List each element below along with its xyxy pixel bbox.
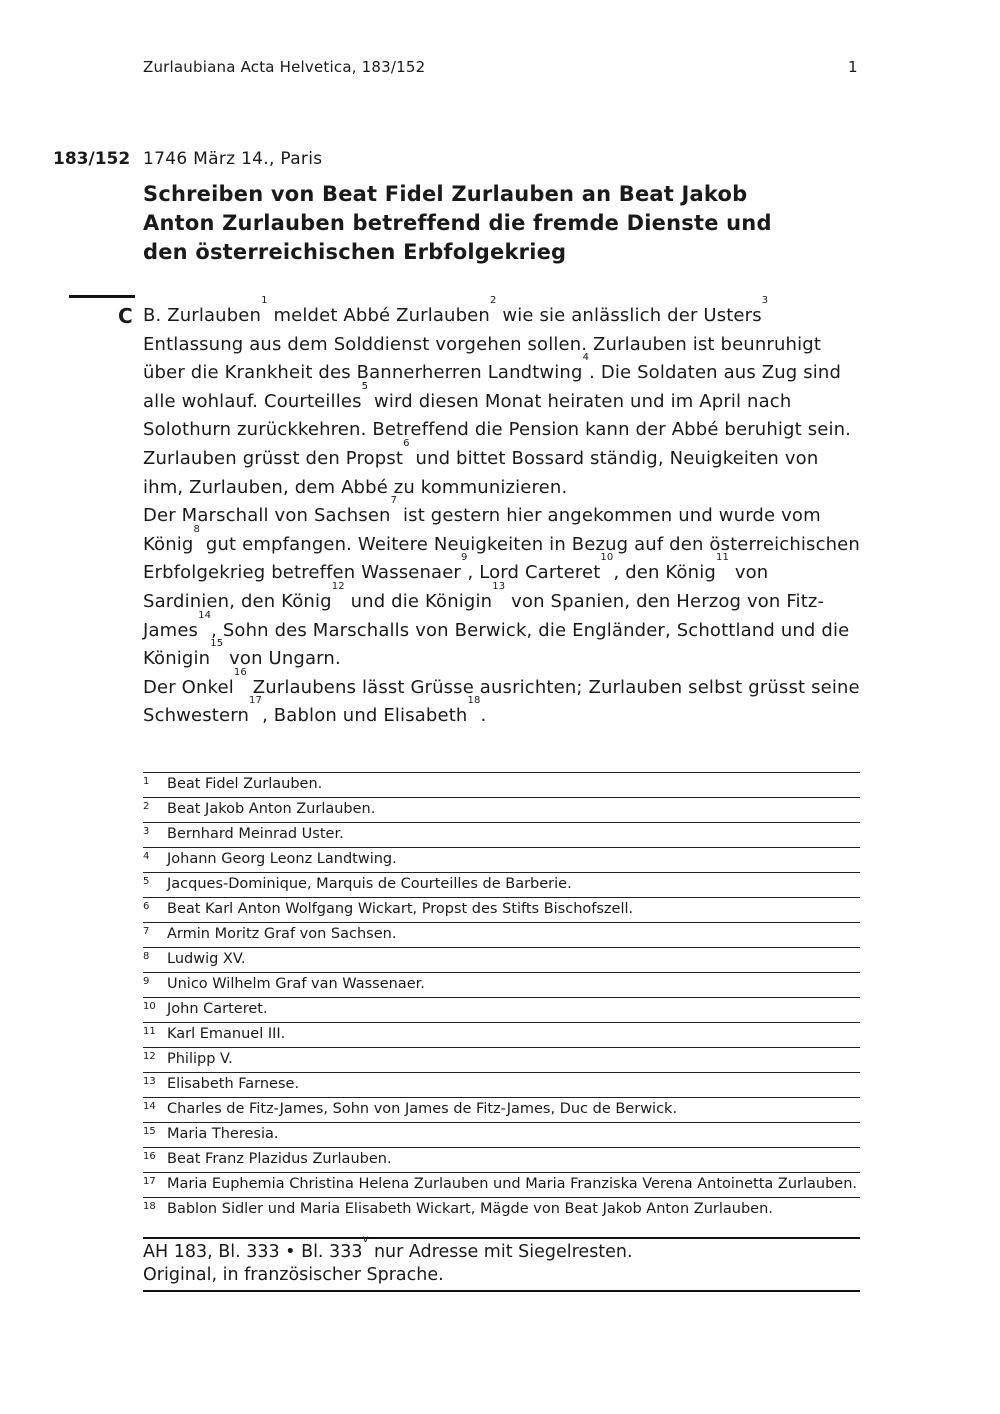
summary-text-segment: meldet Abbé Zurlauben: [267, 305, 490, 326]
footnote-text: Karl Emanuel III.: [167, 1026, 286, 1042]
footnote-list: [143, 772, 860, 1222]
summary-paragraph-1: [143, 295, 863, 502]
document-date-place: 1746 März 14., Paris: [143, 149, 323, 169]
footnote-number: 13: [143, 1076, 156, 1087]
summary-paragraph-2: [143, 495, 863, 674]
source-line-2: Original, in französischer Sprache.: [143, 1265, 444, 1285]
footnote-number: 8: [143, 951, 150, 962]
footnote: [143, 1122, 860, 1147]
summary-text-segment: , Bablon und Elisabeth: [262, 705, 468, 727]
footnote-reference[interactable]: 12: [331, 580, 345, 592]
footnote: [143, 922, 860, 947]
footnote-number: 10: [143, 1001, 156, 1012]
footnote-reference[interactable]: 18: [467, 695, 481, 707]
footnote-reference[interactable]: 14: [198, 609, 212, 621]
footnote-reference[interactable]: 11: [715, 552, 729, 564]
footnote: [143, 822, 860, 847]
document-number: 183/152: [53, 149, 131, 169]
footnote-text: Jacques-Dominique, Marquis de Courteilles de Barberie.: [167, 876, 572, 892]
summary-text-segment: von Spanien, den Herzog von Fitz-James: [143, 590, 825, 641]
summary-text-segment: , Sohn des Marschalls von Berwick, die Engländer, Schottland und die Königin: [143, 619, 850, 670]
footnote: [143, 897, 860, 922]
footnote-number: 2: [143, 801, 150, 812]
footnote-reference[interactable]: 8: [193, 523, 201, 535]
footnote-text: Philipp V.: [167, 1051, 233, 1067]
footnote-number: 9: [143, 976, 150, 987]
footnote: [143, 1047, 860, 1072]
footnote-reference[interactable]: 4: [582, 352, 590, 364]
summary-text-segment: , den König: [613, 562, 716, 584]
footnote-reference[interactable]: 3: [761, 295, 769, 306]
footnote-number: 7: [143, 926, 150, 937]
summary-text-segment: wird diesen Monat heiraten und im April nach Solothurn zurückkehren. Betreffend die Pension kann der Abbé beruhigt sein. Zurlauben grüsst den Propst: [143, 390, 852, 469]
footnote-reference[interactable]: 5: [361, 380, 369, 392]
running-header-title: Zurlaubiana Acta Helvetica, 183/152: [143, 58, 426, 76]
footnote: [143, 1147, 860, 1172]
summary-text-segment: .: [480, 705, 487, 727]
summary-text: [143, 295, 863, 731]
summary-marker: C: [118, 304, 133, 328]
footnote: [143, 1197, 860, 1222]
footnote-text: Charles de Fitz-James, Sohn von James de Fitz-James, Duc de Berwick.: [167, 1101, 678, 1117]
footnote: [143, 1097, 860, 1122]
footnote-number: 16: [143, 1151, 156, 1162]
summary-paragraph-3: [143, 666, 863, 731]
footnote: [143, 797, 860, 822]
footnote-number: 15: [143, 1126, 156, 1137]
footnote-reference[interactable]: 10: [600, 552, 614, 564]
source-reference-note: nur Adresse mit Siegelresten.: [368, 1242, 633, 1262]
footnote-reference[interactable]: 15: [210, 638, 224, 650]
footnote-reference[interactable]: 9: [460, 552, 468, 564]
footnote-number: 5: [143, 876, 150, 887]
summary-text-segment: , Lord Carteret: [467, 562, 601, 584]
footnote-number: 4: [143, 851, 150, 862]
footnote-reference[interactable]: 1: [261, 295, 268, 306]
footnote-text: Bablon Sidler und Maria Elisabeth Wickart, Mägde von Beat Jakob Anton Zurlauben.: [167, 1201, 773, 1217]
summary-text-segment: und die Königin: [344, 590, 493, 612]
summary-text-segment: Der Marschall von Sachsen: [143, 505, 391, 527]
footnote: [143, 772, 860, 797]
summary-text-segment: ist gestern hier angekommen und wurde vom König: [143, 505, 821, 555]
footnote: [143, 1072, 860, 1097]
footnote-text: Armin Moritz Graf von Sachsen.: [167, 926, 397, 942]
footnote-number: 11: [143, 1026, 156, 1037]
summary-text-segment: wie sie anlässlich der Usters: [496, 305, 762, 326]
footnote-reference[interactable]: 13: [492, 580, 506, 592]
summary-text-segment: von Sardinien, den König: [143, 562, 769, 612]
summary-text-segment: Der Onkel: [143, 676, 234, 698]
footnote: [143, 1172, 860, 1197]
summary-text-segment: . Die Soldaten aus Zug sind alle wohlauf. Courteilles: [143, 362, 842, 412]
footnote-number: 3: [143, 826, 150, 837]
verso-superscript: v: [362, 1234, 369, 1245]
footnote-number: 12: [143, 1051, 156, 1062]
source-reference: AH 183, Bl. 333 • Bl. 333: [143, 1242, 363, 1262]
source-note: [143, 1234, 860, 1292]
source-line-1: [143, 1234, 860, 1264]
footnote: [143, 972, 860, 997]
summary-text-segment: Entlassung aus dem Solddienst vorgehen sollen. Zurlauben ist beunruhigt über die Krankheit des Bannerherren Landtwing: [143, 333, 822, 384]
footnote: [143, 947, 860, 972]
footnote-text: Maria Theresia.: [167, 1126, 279, 1142]
footnote-number: 14: [143, 1101, 156, 1112]
footnote-text: Beat Jakob Anton Zurlauben.: [167, 801, 376, 817]
footnote-text: Elisabeth Farnese.: [167, 1076, 300, 1092]
footnote-text: Beat Karl Anton Wolfgang Wickart, Propst des Stifts Bischofszell.: [167, 901, 634, 917]
footnote-text: Unico Wilhelm Graf van Wassenaer.: [167, 976, 425, 992]
footnote-reference[interactable]: 6: [403, 437, 410, 449]
summary-text-segment: und bittet Bossard ständig, Neuigkeiten von ihm, Zurlauben, dem Abbé zu kommunizieren.: [143, 447, 819, 498]
footnote-number: 17: [143, 1176, 156, 1187]
footnote-text: Beat Franz Plazidus Zurlauben.: [167, 1151, 392, 1167]
footnote-reference[interactable]: 2: [489, 295, 497, 306]
summary-text-segment: Zurlaubens lässt Grüsse ausrichten; Zurlauben selbst grüsst seine Schwestern: [143, 676, 860, 727]
section-divider: [69, 295, 135, 298]
footnote: [143, 847, 860, 872]
footnote: [143, 872, 860, 897]
document-title: Schreiben von Beat Fidel Zurlauben an Beat Jakob Anton Zurlauben betreffend die fremde Dienste und den österreichischen Erbfolgekrieg: [143, 182, 772, 264]
footnote-text: Ludwig XV.: [167, 951, 246, 967]
footnote-number: 6: [143, 901, 150, 912]
page-number: 1: [848, 58, 858, 76]
footnote-number: 1: [143, 776, 150, 787]
footnote-text: Maria Euphemia Christina Helena Zurlauben und Maria Franziska Verena Antoinetta Zurlauben.: [167, 1176, 857, 1192]
footnote-reference[interactable]: 17: [249, 695, 263, 707]
summary-text-segment: von Ungarn.: [223, 648, 341, 670]
footnote-text: Bernhard Meinrad Uster.: [167, 826, 344, 842]
footnote-text: John Carteret.: [167, 1001, 268, 1017]
footnote-text: Beat Fidel Zurlauben.: [167, 776, 323, 792]
footnote: [143, 1022, 860, 1047]
summary-text-segment: B. Zurlauben: [143, 305, 262, 326]
summary-text-segment: gut empfangen. Weitere Neuigkeiten in Bezug auf den österreichischen Erbfolgekrieg betreffen Wassenaer: [143, 533, 860, 584]
footnote-text: Johann Georg Leonz Landtwing.: [167, 851, 397, 867]
footnote: [143, 997, 860, 1022]
footnote-reference[interactable]: 7: [390, 495, 398, 507]
footnote-number: 18: [143, 1201, 156, 1212]
footnote-reference[interactable]: 16: [233, 666, 247, 678]
